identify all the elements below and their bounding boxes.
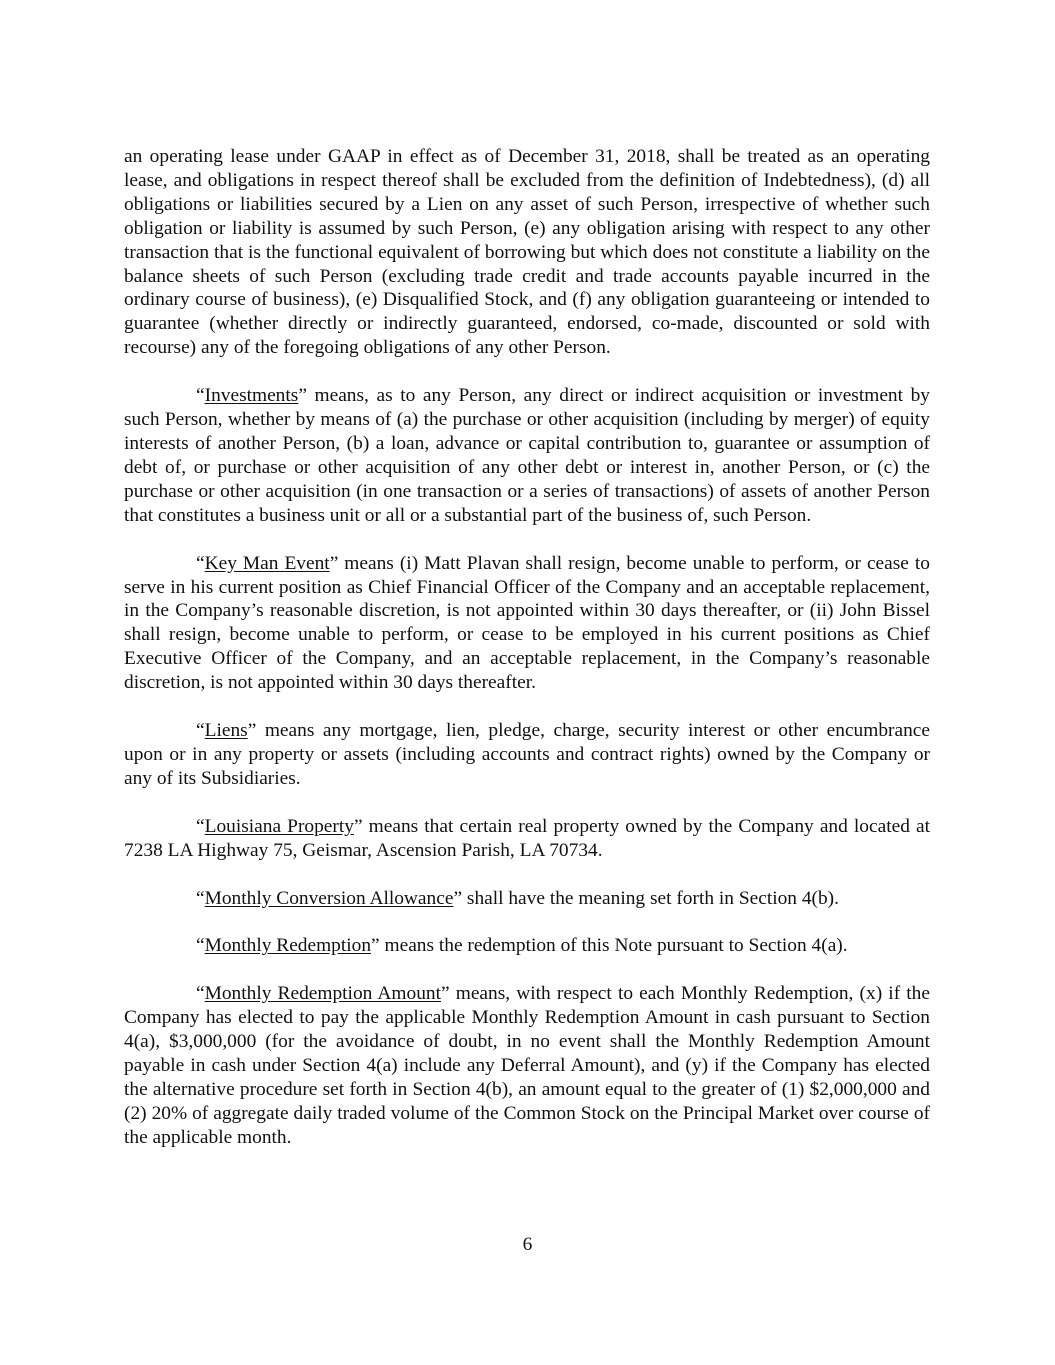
definition-text: ” means, as to any Person, any direct or indirect acquisition or investment by such Person, whether by means of (a) the purchase or other acquisition (including by merger) of equity interests of another Person, (b) a loan, advance or capital contribution to, guarantee or assumption of debt of, or purchase or other acquisition of any other debt or interest in, another Person, or (c) the purchase or other acquisition (in one transaction or a series of transactions) of assets of another Person that constitutes a business unit or all or a substantial part of the business of, such Person. (124, 385, 930, 526)
open-quote: “ (196, 385, 205, 407)
definition-louisiana-property (124, 815, 930, 863)
definition-monthly-redemption-amount (124, 982, 930, 1149)
open-quote: “ (196, 887, 205, 909)
definition-liens (124, 719, 930, 791)
definition-investments (124, 384, 930, 527)
open-quote: “ (196, 720, 205, 742)
page-number: 6 (522, 1234, 533, 1255)
definition-text: ” means any mortgage, lien, pledge, charge, security interest or other encumbrance upon or in any property or assets (including accounts and contract rights) owned by the Company or any of its Subsidiaries. (124, 720, 930, 789)
definition-text: ” means (i) Matt Plavan shall resign, become unable to perform, or cease to serve in his current position as Chief Financial Officer of the Company and an acceptable replacement, in the Company’s reasonable discretion, is not appointed within 30 days thereafter, or (ii) John Bissel shall resign, become unable to perform, or cease to be employed in his current positions as Chief Executive Officer of the Company, and an acceptable replacement, in the Company’s reasonable discretion, is not appointed within 30 days thereafter. (124, 552, 930, 694)
definition-text: ” shall have the meaning set forth in Section 4(b). (453, 887, 839, 909)
open-quote: “ (196, 815, 205, 837)
definition-monthly-redemption (124, 934, 930, 958)
open-quote: “ (196, 935, 205, 957)
defined-term: Monthly Conversion Allowance (204, 887, 454, 909)
definition-key-man-event (124, 552, 930, 695)
defined-term: Investments (204, 385, 299, 407)
defined-term: Monthly Redemption Amount (204, 983, 441, 1005)
open-quote: “ (196, 983, 205, 1005)
paragraph-indebtedness-continuation: an operating lease under GAAP in effect as of December 31, 2018, shall be treated as an operating lease, and obligations in respect thereof shall be excluded from the definition of Indebtedness), (d) all obligations or liabilities secured by a Lien on any asset of such Person, irrespective of whether such obligation or liability is assumed by such Person, (e) any obligation arising with respect to any other transaction that is the functional equivalent of borrowing but which does not constitute a liability on the balance sheets of such Person (excluding trade credit and trade accounts payable incurred in the ordinary course of business), (e) Disqualified Stock, and (f) any obligation guaranteeing or intended to guarantee (whether directly or indirectly guaranteed, endorsed, co-made, discounted or sold with recourse) any of the foregoing obligations of any other Person. (124, 146, 930, 359)
definition-text: ” means that certain real property owned by the Company and located at 7238 LA Highway 75, Geismar, Ascension Parish, LA 70734. (124, 815, 930, 861)
defined-term: Key Man Event (204, 552, 330, 574)
definition-text: ” means, with respect to each Monthly Redemption, (x) if the Company has elected to pay the applicable Monthly Redemption Amount in cash pursuant to Section 4(a), $3,000,000 (for the avoidance of doubt, in no event shall the Monthly Redemption Amount payable in cash under Section 4(a) include any Deferral Amount), and (y) if the Company has elected the alternative procedure set forth in Section 4(b), an amount equal to the greater of (1) $2,000,000 and (2) 20% of aggregate daily traded volume of the Common Stock on the Principal Market over course of the applicable month. (124, 983, 930, 1148)
document-page (124, 145, 930, 1150)
definition-monthly-conversion-allowance (124, 887, 930, 911)
open-quote: “ (196, 552, 205, 574)
defined-term: Louisiana Property (204, 815, 354, 837)
defined-term: Monthly Redemption (204, 935, 372, 957)
defined-term: Liens (204, 720, 248, 742)
definition-text: ” means the redemption of this Note pursuant to Section 4(a). (371, 935, 848, 957)
